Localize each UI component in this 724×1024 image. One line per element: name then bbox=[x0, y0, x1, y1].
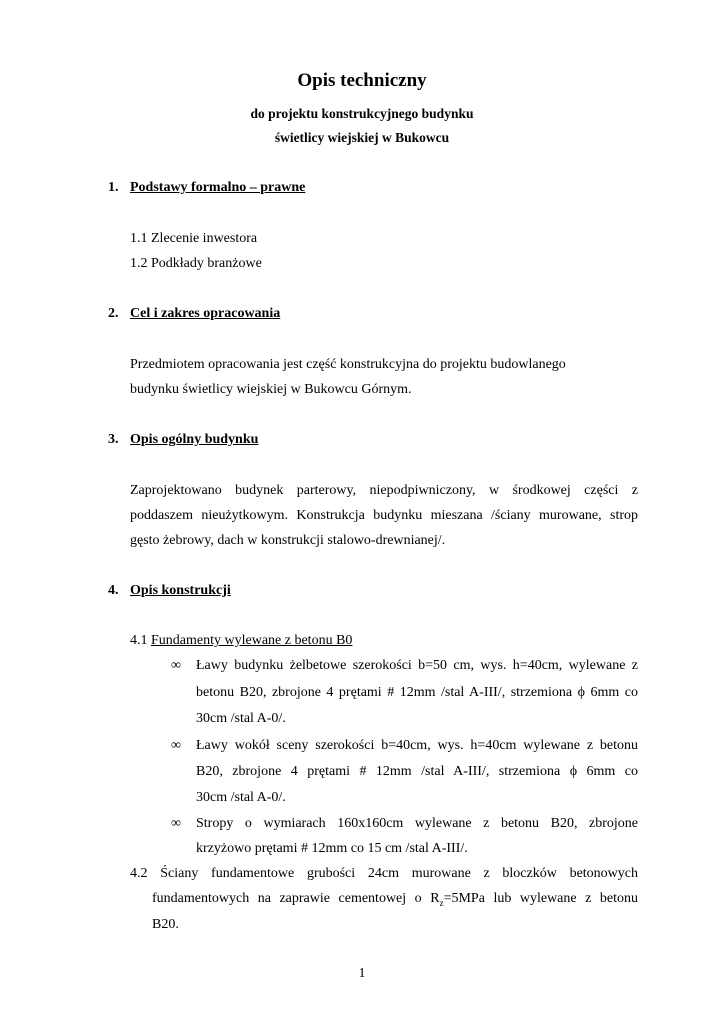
section-3-number: 3. bbox=[108, 432, 119, 447]
subsection-4-1-title: Fundamenty wylewane z betonu B0 bbox=[151, 633, 353, 648]
subsection-4-2-text: fundamentowych na zaprawie cementowej o R bbox=[152, 891, 440, 906]
section-2-line: Przedmiotem opracowania jest część konstrukcyjna do projektu budowlanego bbox=[130, 357, 566, 372]
subsection-4-2-line bbox=[152, 891, 638, 908]
subsection-4-1-heading bbox=[130, 633, 352, 649]
bullet-symbol: ∞ bbox=[171, 738, 181, 753]
bullet-line: Stropy o wymiarach 160x160cm wylewane z betonu B20, zbrojone bbox=[196, 816, 638, 831]
section-4-heading bbox=[108, 583, 231, 599]
section-3-line: Zaprojektowano budynek parterowy, niepodpiwniczony, w środkowej części z bbox=[130, 483, 638, 498]
subscript-z: z bbox=[439, 897, 444, 908]
section-4-number: 4. bbox=[108, 583, 119, 598]
bullet-line: krzyżowo prętami # 12mm co 15 cm /stal A-III/. bbox=[196, 841, 468, 856]
document-subtitle-line-2: świetlicy wiejskiej w Bukowcu bbox=[274, 130, 450, 145]
page-number: 1 bbox=[358, 966, 366, 981]
bullet-symbol: ∞ bbox=[171, 816, 181, 831]
section-4-title: Opis konstrukcji bbox=[130, 583, 231, 598]
section-3-title: Opis ogólny budynku bbox=[130, 432, 259, 447]
section-2-heading bbox=[108, 306, 280, 322]
section-3-line: poddaszem nieużytkowym. Konstrukcja budynku mieszana /ściany murowane, strop bbox=[130, 508, 638, 523]
bullet-line: 30cm /stal A-0/. bbox=[196, 711, 286, 726]
bullet-line: B20, zbrojone 4 prętami # 12mm /stal A-III/, strzemiona ϕ 6mm co bbox=[196, 764, 638, 779]
bullet-line: Ławy wokół sceny szerokości b=40cm, wys. h=40cm wylewane z betonu bbox=[196, 738, 638, 753]
section-1-item: 1.2 Podkłady branżowe bbox=[130, 256, 262, 271]
subsection-4-2-text: =5MPa lub wylewane z betonu bbox=[443, 891, 638, 906]
document-title: Opis techniczny bbox=[297, 70, 427, 91]
bullet-symbol: ∞ bbox=[171, 658, 181, 673]
section-1-number: 1. bbox=[108, 180, 119, 195]
section-2-line: budynku świetlicy wiejskiej w Bukowcu Górnym. bbox=[130, 382, 412, 397]
section-1-title: Podstawy formalno – prawne bbox=[130, 180, 306, 195]
section-2-title: Cel i zakres opracowania bbox=[130, 306, 281, 321]
bullet-line: Ławy budynku żelbetowe szerokości b=50 cm, wys. h=40cm, wylewane z bbox=[196, 658, 638, 673]
subsection-4-2-line: 4.2 Ściany fundamentowe grubości 24cm murowane z bloczków betonowych bbox=[130, 866, 638, 881]
section-1-item: 1.1 Zlecenie inwestora bbox=[130, 231, 258, 246]
section-3-line: gęsto żebrowy, dach w konstrukcji stalowo-drewnianej/. bbox=[130, 533, 446, 548]
section-2-number: 2. bbox=[108, 306, 119, 321]
bullet-line: 30cm /stal A-0/. bbox=[196, 790, 286, 805]
document-subtitle-line-1: do projektu konstrukcyjnego budynku bbox=[250, 106, 474, 121]
section-1-heading bbox=[108, 180, 305, 196]
subsection-4-1-number: 4.1 bbox=[130, 633, 148, 648]
bullet-line: betonu B20, zbrojone 4 prętami # 12mm /stal A-III/, strzemiona ϕ 6mm co bbox=[196, 685, 638, 700]
section-3-heading bbox=[108, 432, 258, 448]
subsection-4-2-line: B20. bbox=[152, 917, 179, 932]
